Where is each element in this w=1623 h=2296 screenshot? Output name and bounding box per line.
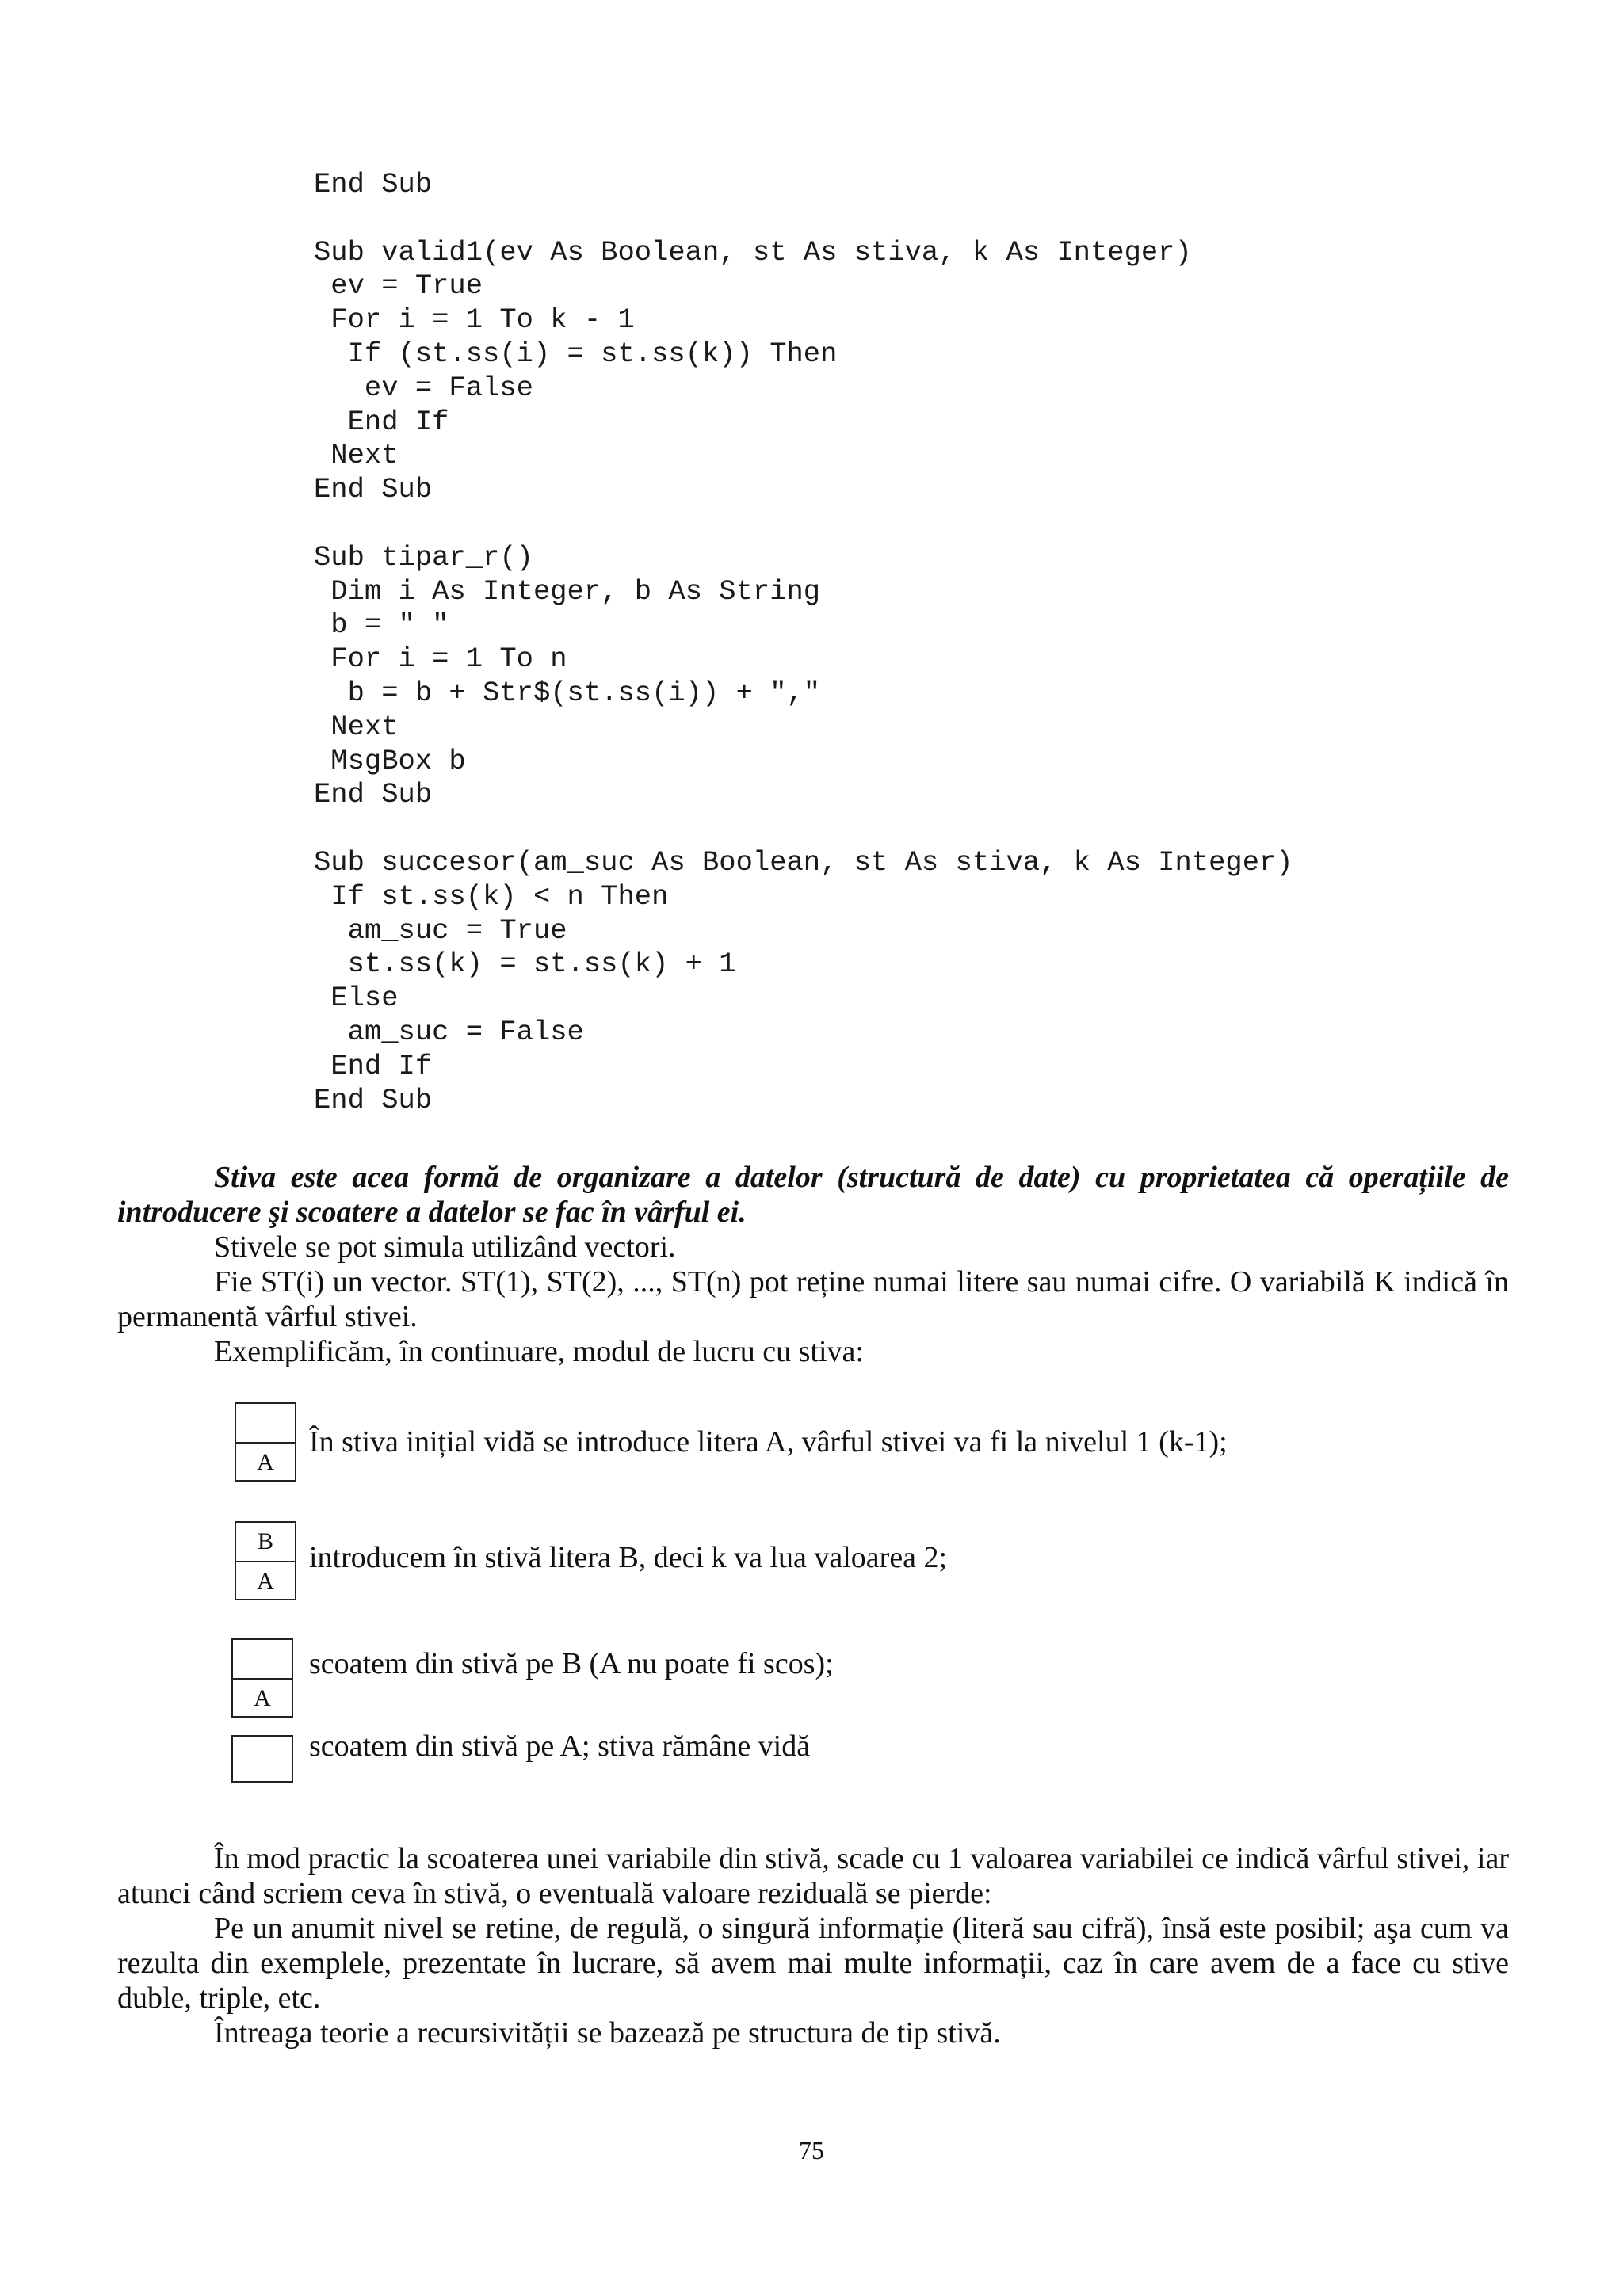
code-line: Sub tipar_r() [314,540,533,574]
code-line: End Sub [314,168,433,200]
code-line: End If [314,1049,433,1082]
code-line: ev = True [314,269,483,303]
stack-cell [233,1640,292,1678]
code-line: End Sub [314,473,433,506]
code-line: ev = False [314,371,533,404]
stack-cell: A [236,1561,295,1599]
stack-box [231,1638,293,1718]
code-line: For i = 1 To n [314,643,567,676]
code-line: Next [314,710,399,743]
code-line: b = " " [314,608,449,642]
stack-example-text: scoatem din stivă pe A; stiva rămâne vidă [309,1730,811,1763]
code-line: Dim i As Integer, b As String [314,574,821,608]
paragraph: Exemplificăm, în continuare, modul de lucru cu stiva: [214,1335,864,1368]
code-line: For i = 1 To k - 1 [314,303,635,337]
paragraph: Fie ST(i) un vector. ST(1), ST(2), ..., ST(n) pot reține numai litere sau numai cifre. O variabilă K indică în permanentă vârful stivei. [117,1265,1509,1333]
stack-definition: Stiva este acea formă de organizare a datelor (structură de date) cu proprietatea că operațiile de introducere şi scoatere a datelor se fac în vârful ei. [117,1161,1509,1229]
code-line: st.ss(k) = st.ss(k) + 1 [314,948,736,981]
stack-example-text: introducem în stivă litera B, deci k va lua valoarea 2; [309,1541,948,1574]
stack-example-text: scoatem din stivă pe B (A nu poate fi scos); [309,1647,834,1680]
paragraph: În mod practic la scoaterea unei variabile din stivă, scade cu 1 valoarea variabilei ce indică vârful stivei, iar atunci când scriem ceva în stivă, o eventuală valoare reziduală se pierde: [117,1842,1509,1910]
code-line: Next [314,439,399,472]
page-number: 75 [799,2136,824,2164]
stack-example-text: În stiva inițial vidă se introduce litera A, vârful stivei va fi la nivelul 1 (k-1); [309,1425,1228,1459]
code-line: If (st.ss(i) = st.ss(k)) Then [314,337,838,370]
stack-cell: A [233,1678,292,1716]
paragraph: Întreaga teorie a recursivității se bazează pe structura de tip stivă. [214,2016,1001,2050]
stack-cell [233,1737,292,1781]
closing-section [117,1841,1509,2050]
code-line: am_suc = False [314,1015,584,1048]
paragraph: Stivele se pot simula utilizând vectori. [214,1230,676,1264]
code-listing [314,168,1293,1117]
paragraph: Pe un anumit nivel se retine, de regulă, o singură informație (literă sau cifră), însă este posibil; aşa cum va rezulta din exemplele, prezentate în lucrare, să avem mai multe informații, caz în care avem de a face cu stive duble, triple, etc. [117,1912,1509,2015]
code-line: End If [314,405,449,438]
code-line: End Sub [314,1083,433,1116]
code-line: Sub valid1(ev As Boolean, st As stiva, k As Integer) [314,235,1192,269]
code-line: b = b + Str$(st.ss(i)) + "," [314,676,821,709]
stack-cell: A [236,1442,295,1480]
intro-section [117,1160,1509,1369]
code-line: End Sub [314,778,433,811]
stack-cell [236,1404,295,1442]
code-line: Else [314,982,399,1015]
stack-cell: B [257,1528,273,1554]
stack-box [235,1521,296,1600]
code-line: If st.ss(k) < n Then [314,879,669,913]
stack-box [231,1735,293,1783]
code-line: Sub succesor(am_suc As Boolean, st As stiva, k As Integer) [314,845,1293,879]
stack-box [235,1402,296,1482]
code-line: am_suc = True [314,913,567,947]
code-line: MsgBox b [314,744,466,777]
